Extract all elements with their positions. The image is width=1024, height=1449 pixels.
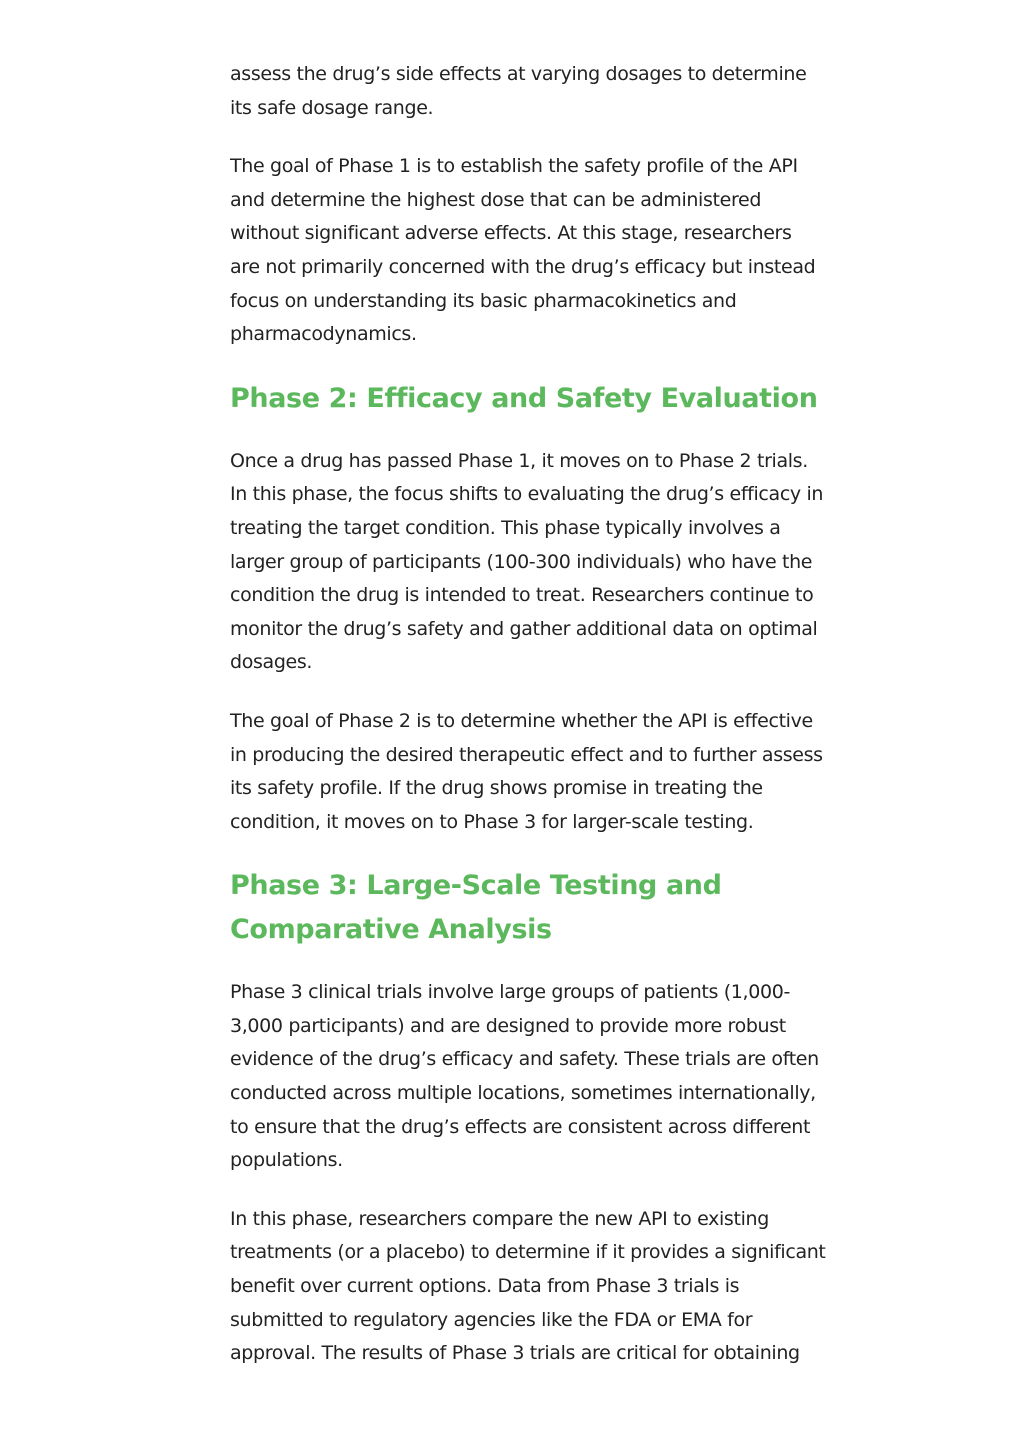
text-line: evidence of the drug’s efficacy and safety. These trials are often [230, 1048, 819, 1071]
paragraph-phase1-goal [230, 150, 830, 352]
text-line: In this phase, researchers compare the new API to existing [230, 1207, 769, 1230]
text-line: assess the drug’s side effects at varying dosages to determine [230, 63, 807, 85]
text-line: without significant adverse effects. At this stage, researchers [230, 222, 792, 245]
text-line: condition the drug is intended to treat. Researchers continue to [230, 584, 814, 607]
text-line: treatments (or a placebo) to determine if it provides a significant [230, 1241, 826, 1264]
text-line: pharmacodynamics. [230, 323, 417, 346]
heading-phase-3 [230, 864, 830, 952]
text-line: to ensure that the drug’s effects are consistent across different [230, 1115, 811, 1138]
heading-phase-2 [230, 377, 830, 421]
text-line: treating the target condition. This phase typically involves a [230, 516, 781, 539]
text-line: are not primarily concerned with the drug’s efficacy but instead [230, 255, 816, 278]
paragraph-phase3-comparison [230, 1203, 830, 1371]
paragraph-phase2-goal [230, 705, 830, 839]
text-line: dosages. [230, 651, 313, 674]
text-line: in producing the desired therapeutic effect and to further assess [230, 743, 823, 766]
text-line: monitor the drug’s safety and gather additional data on optimal [230, 617, 818, 640]
text-line: In this phase, the focus shifts to evaluating the drug’s efficacy in [230, 483, 824, 506]
heading-line: Phase 2: Efficacy and Safety Evaluation [230, 382, 818, 414]
text-line: submitted to regulatory agencies like the FDA or EMA for [230, 1308, 753, 1331]
text-line: 3,000 participants) and are designed to provide more robust [230, 1014, 786, 1037]
text-line: and determine the highest dose that can be administered [230, 188, 762, 211]
text-line: focus on understanding its basic pharmacokinetics and [230, 289, 737, 312]
text-line: approval. The results of Phase 3 trials are critical for obtaining [230, 1342, 800, 1365]
heading-line: Comparative Analysis [230, 914, 552, 946]
text-line: Once a drug has passed Phase 1, it moves on to Phase 2 trials. [230, 449, 808, 472]
heading-line: Phase 3: Large-Scale Testing and [230, 870, 722, 902]
text-line: larger group of participants (100-300 individuals) who have the [230, 550, 813, 573]
text-line: The goal of Phase 2 is to determine whether the API is effective [230, 709, 813, 732]
text-line: its safety profile. If the drug shows promise in treating the [230, 777, 763, 800]
text-line: condition, it moves on to Phase 3 for larger-scale testing. [230, 810, 754, 833]
paragraph-phase2-intro [230, 445, 830, 680]
text-line: The goal of Phase 1 is to establish the safety profile of the API [230, 155, 798, 178]
text-line: Phase 3 clinical trials involve large groups of patients (1,000- [230, 981, 790, 1004]
paragraph-dosage-range [230, 58, 830, 125]
text-line: conducted across multiple locations, sometimes internationally, [230, 1082, 816, 1105]
text-line: populations. [230, 1149, 343, 1172]
text-line: its safe dosage range. [230, 96, 434, 119]
paragraph-phase3-intro [230, 976, 830, 1178]
article-body [230, 58, 830, 1396]
text-line: benefit over current options. Data from Phase 3 trials is [230, 1275, 740, 1298]
